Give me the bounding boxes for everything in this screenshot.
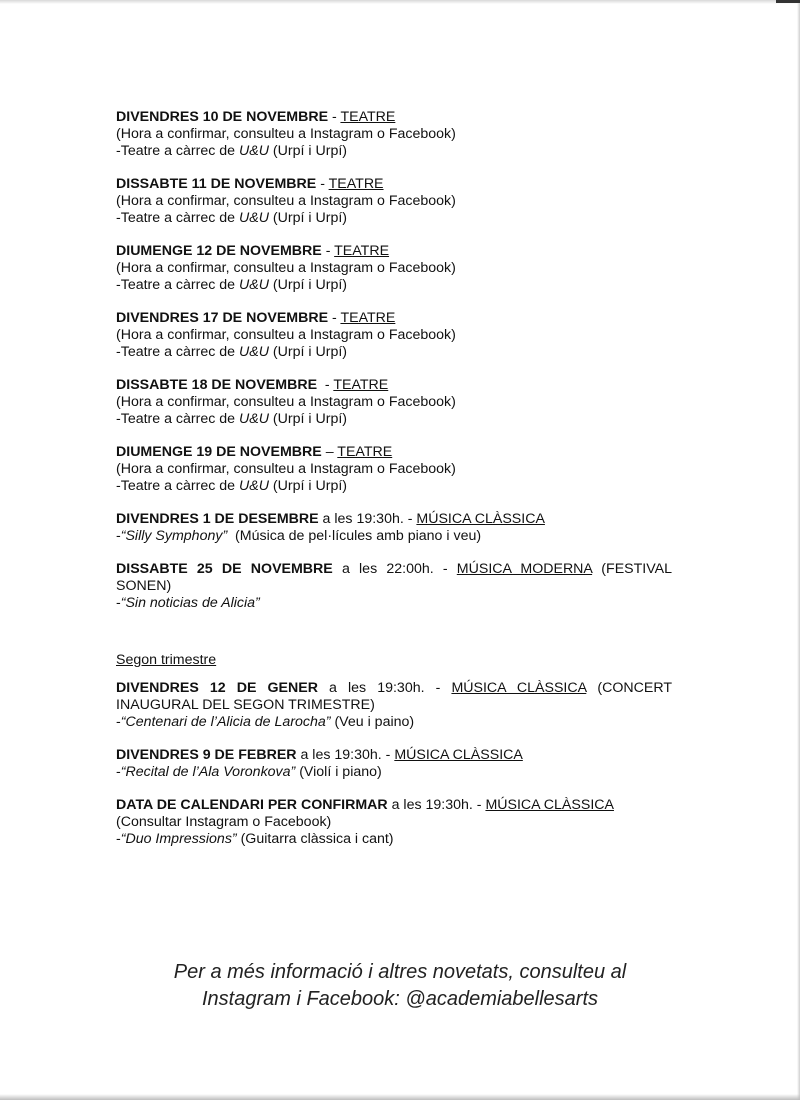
event-description-text: -: [116, 831, 121, 847]
event-time: a les 19:30h. -: [317, 680, 452, 696]
footer-note: [100, 959, 700, 1013]
event-description: [116, 210, 672, 227]
event-description-tail: (Música de pel·lícules amb piano i veu): [227, 528, 482, 544]
event-date: DIVENDRES 17 DE NOVEMBRE: [116, 310, 329, 326]
event-date: DIUMENGE 19 DE NOVEMBRE: [116, 444, 322, 460]
event-date: DIVENDRES 10 DE NOVEMBRE: [116, 109, 329, 125]
event-extra: (CONCERT INAUGURAL DEL SEGON TRIMESTRE): [116, 680, 673, 713]
event-category: MÚSICA MODERNA: [456, 561, 593, 577]
event-date: DIVENDRES 1 DE DESEMBRE: [116, 511, 319, 527]
event-description: [116, 764, 672, 781]
event-company: U&U: [239, 344, 269, 360]
event-separator: -: [321, 243, 335, 259]
event-description-tail: (Urpí i Urpí): [268, 143, 348, 159]
event-category: TEATRE: [337, 444, 393, 460]
event-category: TEATRE: [340, 310, 396, 326]
event-category: TEATRE: [333, 377, 389, 393]
event-title: “Silly Symphony”: [120, 528, 228, 544]
event-date: DISSABTE 25 DE NOVEMBRE: [116, 561, 333, 577]
event-description-text: -Teatre a càrrec de: [116, 411, 240, 427]
event-date: DATA DE CALENDARI PER CONFIRMAR: [116, 797, 388, 813]
event-separator: –: [321, 444, 338, 460]
event-heading: [116, 377, 672, 394]
event-description-tail: (Veu i paino): [330, 714, 415, 730]
event-heading: [116, 561, 672, 595]
event-separator: -: [317, 377, 334, 393]
event-heading: [116, 109, 672, 126]
event-category: TEATRE: [328, 176, 384, 192]
event-separator: -: [328, 310, 341, 326]
event-description-text: -: [116, 595, 121, 611]
footer-line: Instagram i Facebook: @academiabellesarts: [201, 988, 599, 1010]
event-title: “Duo Impressions”: [120, 831, 237, 847]
event-separator: -: [328, 109, 341, 125]
footer-line: Per a més informació i altres novetats, consulteu al: [173, 961, 627, 983]
event-description-text: -Teatre a càrrec de: [116, 143, 240, 159]
event-note: (Hora a confirmar, consulteu a Instagram o Facebook): [116, 260, 456, 276]
event-description: [116, 714, 672, 731]
event-description: [116, 831, 672, 848]
event-entry: [116, 747, 672, 781]
program-list: [116, 109, 672, 864]
event-company: U&U: [239, 478, 269, 494]
event-entry: [116, 444, 672, 495]
event-title: “Centenari de l’Alicia de Larocha”: [120, 714, 331, 730]
event-date: DIVENDRES 12 DE GENER: [116, 680, 318, 696]
event-description-tail: (Urpí i Urpí): [268, 478, 348, 494]
event-description-tail: (Violí i piano): [295, 764, 382, 780]
event-company: U&U: [239, 143, 269, 159]
event-description-text: -: [116, 764, 121, 780]
event-description-text: -Teatre a càrrec de: [116, 478, 240, 494]
event-company: U&U: [239, 277, 269, 293]
event-entry: [116, 377, 672, 428]
event-date: DISSABTE 18 DE NOVEMBRE: [116, 377, 318, 393]
event-description: [116, 344, 672, 361]
event-title: “Recital de l’Ala Voronkova”: [120, 764, 296, 780]
event-description-text: -Teatre a càrrec de: [116, 344, 240, 360]
event-description: [116, 277, 672, 294]
event-heading: [116, 243, 672, 260]
event-category: MÚSICA CLÀSSICA: [485, 797, 614, 813]
event-description: [116, 478, 672, 495]
event-description-tail: (Guitarra clàssica i cant): [236, 831, 394, 847]
event-category: MÚSICA CLÀSSICA: [416, 511, 545, 527]
event-title: “Sin noticias de Alicia”: [120, 595, 260, 611]
event-entry: [116, 680, 672, 731]
event-description-text: -: [116, 528, 121, 544]
event-time: a les 19:30h. -: [387, 797, 486, 813]
section-label: Segon trimestre: [116, 652, 217, 668]
event-heading: [116, 176, 672, 193]
event-heading: [116, 680, 672, 714]
event-extra: (FESTIVAL SONEN): [116, 561, 672, 594]
event-heading: [116, 310, 672, 327]
event-entry: [116, 176, 672, 227]
event-description-tail: (Urpí i Urpí): [268, 411, 348, 427]
event-entry: [116, 511, 672, 545]
scan-shadow-top: [0, 0, 800, 4]
event-date: DISSABTE 11 DE NOVEMBRE: [116, 176, 317, 192]
event-description: [116, 143, 672, 160]
event-entry: [116, 243, 672, 294]
event-separator: -: [316, 176, 329, 192]
event-description-tail: (Urpí i Urpí): [268, 277, 348, 293]
event-time: a les 19:30h. -: [296, 747, 395, 763]
event-category: TEATRE: [340, 109, 396, 125]
event-entry: [116, 561, 672, 612]
scan-mark: [776, 0, 800, 3]
event-description-tail: (Urpí i Urpí): [268, 210, 348, 226]
event-entry: [116, 797, 672, 848]
event-description-text: -Teatre a càrrec de: [116, 277, 240, 293]
event-note: (Hora a confirmar, consulteu a Instagram o Facebook): [116, 461, 456, 477]
event-note: (Hora a confirmar, consulteu a Instagram o Facebook): [116, 193, 456, 209]
event-entry: [116, 109, 672, 160]
event-entry: [116, 310, 672, 361]
event-description-tail: (Urpí i Urpí): [268, 344, 348, 360]
event-company: U&U: [239, 210, 269, 226]
event-description: [116, 528, 672, 545]
event-heading: [116, 444, 672, 461]
scan-shadow-bottom: [0, 1094, 800, 1100]
event-description: [116, 411, 672, 428]
event-note: (Hora a confirmar, consulteu a Instagram o Facebook): [116, 394, 456, 410]
event-heading: [116, 511, 672, 528]
event-note: (Hora a confirmar, consulteu a Instagram o Facebook): [116, 327, 456, 343]
event-category: MÚSICA CLÀSSICA: [451, 680, 587, 696]
event-description: [116, 595, 672, 612]
event-date: DIVENDRES 9 DE FEBRER: [116, 747, 297, 763]
event-category: TEATRE: [334, 243, 390, 259]
event-time: a les 22:00h. -: [332, 561, 457, 577]
event-description-text: -: [116, 714, 121, 730]
event-note: (Hora a confirmar, consulteu a Instagram o Facebook): [116, 126, 456, 142]
event-note: (Consultar Instagram o Facebook): [116, 814, 332, 830]
event-description-text: -Teatre a càrrec de: [116, 210, 240, 226]
event-category: MÚSICA CLÀSSICA: [394, 747, 523, 763]
event-heading: [116, 747, 672, 764]
event-date: DIUMENGE 12 DE NOVEMBRE: [116, 243, 322, 259]
event-time: a les 19:30h. -: [318, 511, 417, 527]
event-heading: [116, 797, 672, 814]
event-company: U&U: [239, 411, 269, 427]
